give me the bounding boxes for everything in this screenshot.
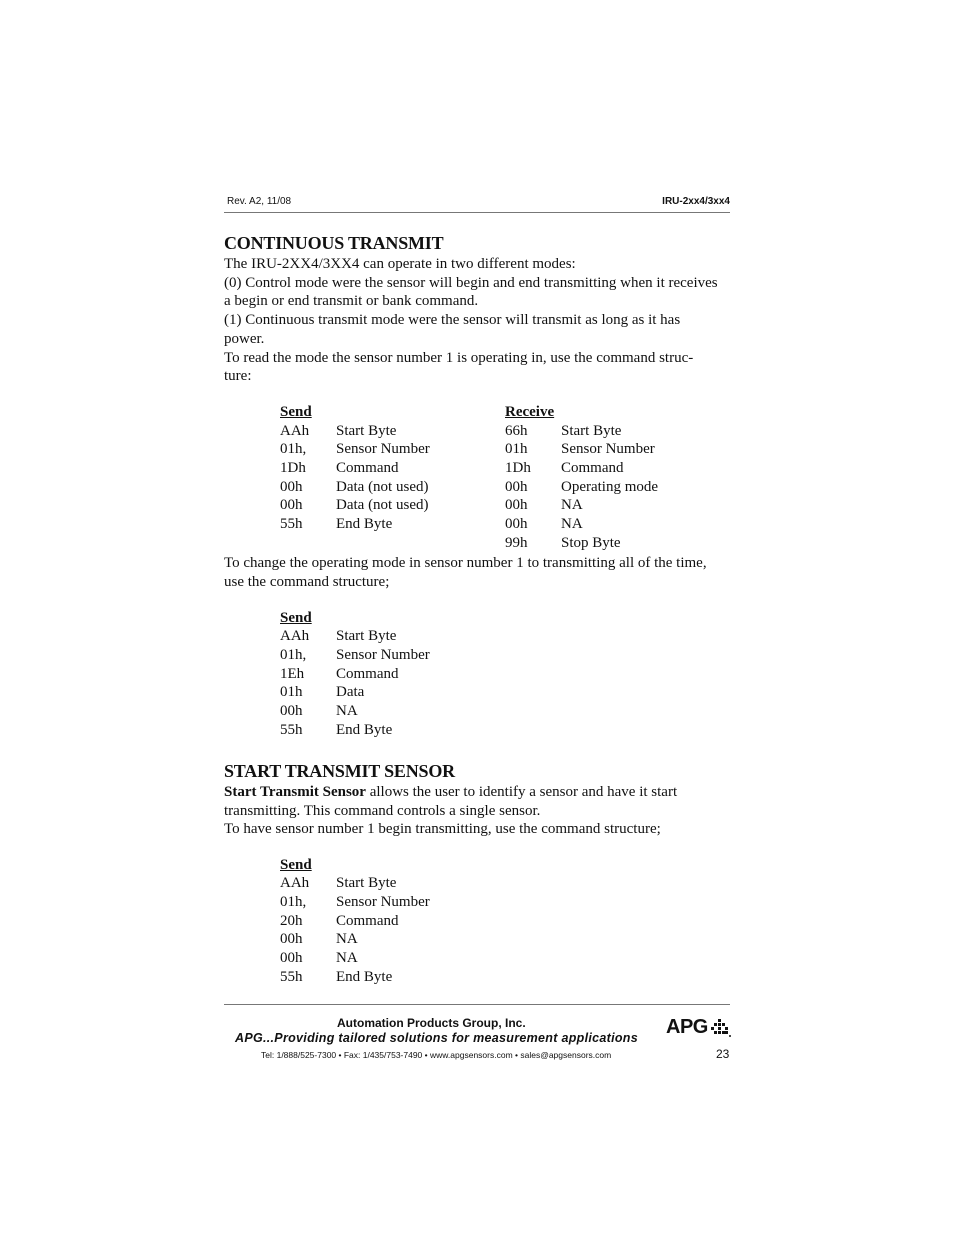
intro-line: a begin or end transmit or bank command. bbox=[224, 293, 479, 310]
send-code: 00h bbox=[280, 497, 303, 513]
section2-line-3: To have sensor number 1 begin transmitting, use the command structure; bbox=[224, 821, 661, 838]
send-desc: Command bbox=[336, 666, 399, 682]
section2-line-1 bbox=[224, 783, 734, 802]
intro-line: power. bbox=[224, 330, 265, 347]
change-line: use the command structure; bbox=[224, 573, 390, 590]
receive-code: 00h bbox=[505, 516, 528, 532]
send-code: AAh bbox=[280, 628, 310, 644]
intro-line: (0) Control mode were the sensor will begin and end transmitting when it receives bbox=[224, 274, 718, 291]
section2-intro bbox=[224, 783, 734, 839]
send-desc: End Byte bbox=[336, 722, 393, 738]
send-code: 1Eh bbox=[280, 666, 305, 682]
receive-code: 99h bbox=[505, 535, 528, 551]
footer-tagline: APG...Providing tailored solutions for measurement applications bbox=[235, 1031, 638, 1045]
change-line: To change the operating mode in sensor number 1 to transmitting all of the time, bbox=[224, 555, 707, 571]
send-code: 20h bbox=[280, 913, 303, 929]
send-code: 01h, bbox=[280, 894, 307, 910]
send-code: 55h bbox=[280, 722, 303, 738]
section-title-continuous-transmit: CONTINUOUS TRANSMIT bbox=[224, 233, 444, 253]
footer-contact: Tel: 1/888/525-7300 • Fax: 1/435/753-7490 • www.apgsensors.com • sales@apgsensors.com bbox=[261, 1050, 612, 1060]
header-revision: Rev. A2, 11/08 bbox=[227, 196, 292, 207]
section1-change-text bbox=[224, 554, 734, 591]
send-heading: Send bbox=[280, 610, 312, 626]
send-code: AAh bbox=[280, 875, 310, 891]
send-code: 00h bbox=[280, 703, 303, 719]
footer-company: Automation Products Group, Inc. bbox=[337, 1016, 526, 1030]
send-desc: Start Byte bbox=[336, 628, 397, 644]
send-desc: Sensor Number bbox=[336, 647, 430, 663]
logo-text: APG bbox=[666, 1016, 708, 1038]
apg-logo bbox=[666, 1016, 736, 1040]
send-heading: Send bbox=[280, 404, 312, 420]
send-desc: Sensor Number bbox=[336, 894, 430, 910]
send-code: 55h bbox=[280, 516, 303, 532]
page-number: 23 bbox=[716, 1047, 730, 1061]
send-code: 00h bbox=[280, 950, 303, 966]
receive-code: 66h bbox=[505, 423, 528, 439]
send-code: 01h, bbox=[280, 647, 307, 663]
line1-rest: allows the user to identify a sensor and have it start bbox=[365, 784, 678, 800]
footer-rule bbox=[224, 1004, 730, 1005]
intro-line: To read the mode the sensor number 1 is operating in, use the command struc- bbox=[224, 349, 694, 366]
bold-lead: Start Transmit Sensor bbox=[224, 784, 366, 800]
send-desc: Data (not used) bbox=[336, 497, 429, 513]
receive-desc: NA bbox=[561, 497, 583, 513]
send-code: AAh bbox=[280, 423, 310, 439]
send-code: 01h, bbox=[280, 441, 307, 457]
header-model: IRU-2xx4/3xx4 bbox=[662, 196, 730, 207]
send-desc: End Byte bbox=[336, 516, 393, 532]
intro-line: (1) Continuous transmit mode were the sensor will transmit as long as it has bbox=[224, 312, 681, 329]
receive-desc: NA bbox=[561, 516, 583, 532]
send-heading: Send bbox=[280, 857, 312, 873]
section2-line-2: transmitting. This command controls a single sensor. bbox=[224, 802, 541, 819]
send-desc: NA bbox=[336, 703, 358, 719]
send-desc: Command bbox=[336, 460, 399, 476]
send-desc: Start Byte bbox=[336, 875, 397, 891]
receive-heading: Receive bbox=[505, 404, 555, 420]
receive-desc: Command bbox=[561, 460, 624, 476]
send-desc: NA bbox=[336, 950, 358, 966]
receive-desc: Operating mode bbox=[561, 479, 659, 495]
send-desc: End Byte bbox=[336, 969, 393, 985]
send-code: 00h bbox=[280, 479, 303, 495]
send-code: 55h bbox=[280, 969, 303, 985]
receive-code: 1Dh bbox=[505, 460, 531, 476]
section-title-start-transmit-sensor: START TRANSMIT SENSOR bbox=[224, 761, 455, 781]
section1-intro bbox=[224, 255, 734, 386]
send-desc: NA bbox=[336, 931, 358, 947]
intro-line: The IRU-2XX4/3XX4 can operate in two different modes: bbox=[224, 256, 576, 272]
send-desc: Data bbox=[336, 684, 365, 700]
send-code: 01h bbox=[280, 684, 303, 700]
receive-desc: Stop Byte bbox=[561, 535, 621, 551]
receive-desc: Start Byte bbox=[561, 423, 622, 439]
send-code: 00h bbox=[280, 931, 303, 947]
intro-line: ture: bbox=[224, 368, 252, 385]
send-code: 1Dh bbox=[280, 460, 306, 476]
send-desc: Command bbox=[336, 913, 399, 929]
send-desc: Sensor Number bbox=[336, 441, 430, 457]
receive-desc: Sensor Number bbox=[561, 441, 655, 457]
header-rule bbox=[224, 212, 730, 213]
receive-code: 01h bbox=[505, 441, 528, 457]
send-desc: Start Byte bbox=[336, 423, 397, 439]
receive-code: 00h bbox=[505, 479, 528, 495]
logo-grid-icon bbox=[711, 1019, 731, 1038]
send-desc: Data (not used) bbox=[336, 479, 429, 495]
receive-code: 00h bbox=[505, 497, 528, 513]
